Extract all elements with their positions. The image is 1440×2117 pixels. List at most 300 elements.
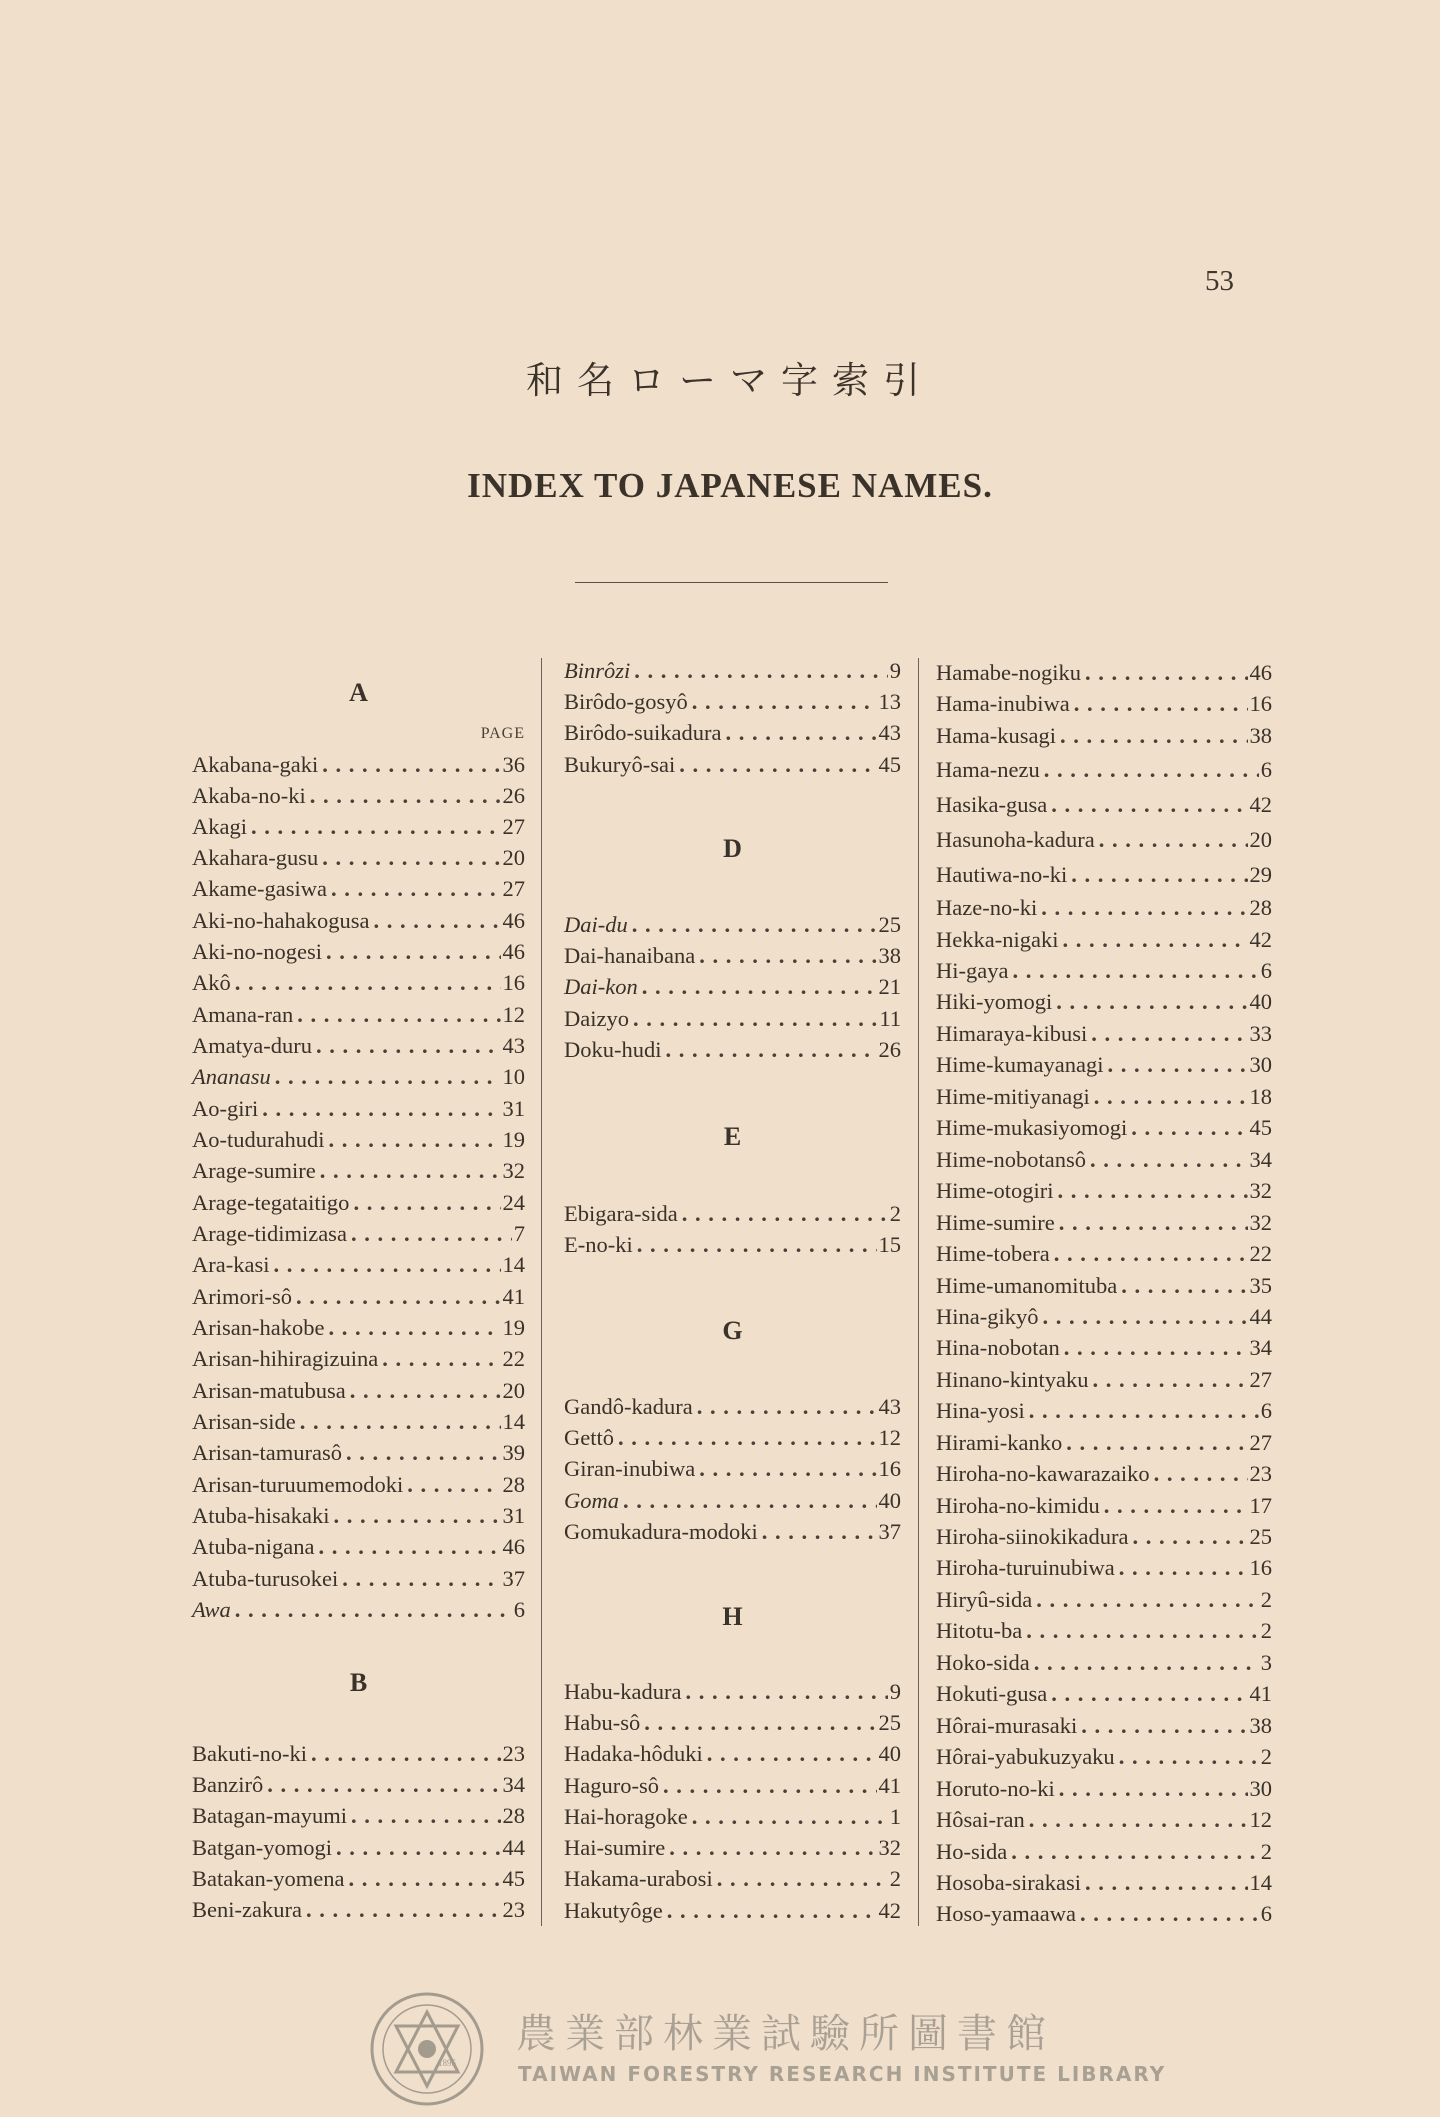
japanese-title: 和名ローマ字索引 [526,359,934,402]
entry-page: 28 [502,1472,525,1497]
entry-page: 6 [1260,1398,1272,1423]
index-entry [936,1239,1272,1269]
section-letter-d: D [723,834,742,863]
leader-dots [1091,1019,1247,1049]
index-entry [564,1896,901,1926]
entry-page: 14 [502,1409,525,1434]
leader-dots [1107,1050,1247,1080]
leader-dots [1051,790,1247,820]
index-entry [192,1250,525,1280]
entry-name: Batagan-mayumi [192,1803,347,1828]
entry-name: Hama-nezu [936,757,1040,782]
entry-name: Arisan-tamurasô [192,1440,342,1465]
entry-page: 16 [1249,691,1272,716]
entry-page: 40 [878,1741,901,1766]
index-entry [936,1899,1272,1929]
leader-dots [1054,1239,1248,1269]
index-entry [564,1517,901,1547]
leader-dots [663,1771,877,1801]
entry-name: Hokuti-gusa [936,1681,1048,1706]
entry-page: 6 [513,1597,525,1622]
entry-name: Himaraya-kibusi [936,1021,1088,1046]
leader-dots [1034,1648,1259,1678]
entry-name: Arage-tegataitigo [192,1190,350,1215]
leader-dots [633,1004,877,1034]
entry-name: Hekka-nigaki [936,927,1059,952]
entry-name: Hinano-kintyaku [936,1367,1089,1392]
index-entry [936,721,1272,751]
index-entry [564,972,901,1002]
entry-page: 30 [1249,1052,1272,1077]
index-entry [936,1553,1272,1583]
entry-name: Birôdo-suikadura [564,720,722,745]
leader-dots [311,1739,501,1769]
entry-name: Hasika-gusa [936,792,1048,817]
leader-dots [336,1833,501,1863]
index-entry [192,1739,525,1769]
entry-name: Aki-no-hahakogusa [192,908,370,933]
entry-name: Hina-yosi [936,1398,1025,1423]
entry-name: Hina-gikyô [936,1304,1039,1329]
index-entry [564,656,901,686]
entry-name: Hime-tobera [936,1241,1050,1266]
leader-dots [699,941,876,971]
index-entry [936,1491,1272,1521]
leader-dots [320,1156,501,1186]
leader-dots [322,843,500,873]
entry-name: Hosoba-sirakasi [936,1870,1081,1895]
entry-page: 38 [1249,1713,1272,1738]
entry-page: 45 [878,752,901,777]
leader-dots [1154,1459,1248,1489]
entry-page: 27 [502,876,525,901]
entry-page: 22 [502,1346,525,1371]
entry-name: Hime-mukasiyomogi [936,1115,1128,1140]
entry-page: 31 [502,1096,525,1121]
entry-page: 28 [1249,895,1272,920]
index-entry [192,1564,525,1594]
index-entry [936,689,1272,719]
entry-name: Daizyo [564,1006,629,1031]
column-rule-left [541,658,542,1926]
entry-name: Akahara-gusu [192,845,319,870]
leader-dots [669,1833,876,1863]
entry-name: Dai-kon [564,974,638,999]
entry-name: Arisan-matubusa [192,1378,346,1403]
entry-name: Hiroha-no-kawarazaiko [936,1461,1150,1486]
entry-page: 26 [878,1037,901,1062]
entry-page: 25 [1249,1524,1272,1549]
leader-dots [618,1423,877,1453]
index-entry [936,956,1272,986]
index-entry [192,1313,525,1343]
entry-name: Hai-horagoke [564,1804,688,1829]
index-entry [936,1868,1272,1898]
entry-page: 2 [1260,1587,1272,1612]
index-entry [936,1019,1272,1049]
index-entry [192,1376,525,1406]
entry-page: 30 [1249,1776,1272,1801]
leader-dots [1066,1428,1247,1458]
entry-page: 11 [879,1006,901,1031]
entry-page: 38 [1249,723,1272,748]
entry-name: Akagi [192,814,247,839]
leader-dots [1062,925,1247,955]
entry-page: 46 [1249,660,1272,685]
index-entry [192,1125,525,1155]
entry-page: 13 [878,689,901,714]
entry-name: E-no-ki [564,1232,633,1257]
index-entry [192,1501,525,1531]
index-entry [564,1035,901,1065]
entry-name: Arage-sumire [192,1158,316,1183]
leader-dots [1132,1522,1247,1552]
leader-dots [692,687,877,717]
index-entry [564,1771,901,1801]
index-entry [936,1774,1272,1804]
leader-dots [316,1031,501,1061]
entry-name: Dai-hanaibana [564,943,696,968]
entry-page: 31 [502,1503,525,1528]
entry-page: 29 [1249,862,1272,887]
leader-dots [642,972,877,1002]
entry-page: 43 [502,1033,525,1058]
index-entry [936,825,1272,855]
entry-name: Arisan-hihiragizuina [192,1346,379,1371]
entry-page: 33 [1249,1021,1272,1046]
leader-dots [1036,1585,1259,1615]
leader-dots [1011,1837,1259,1867]
entry-name: Akabana-gaki [192,752,319,777]
entry-page: 32 [502,1158,525,1183]
entry-page: 2 [889,1866,901,1891]
entry-page: 19 [502,1315,525,1340]
index-entry [192,906,525,936]
entry-page: 23 [1249,1461,1272,1486]
entry-name: Ebigara-sida [564,1201,678,1226]
index-entry [564,1423,901,1453]
leader-dots [333,1501,500,1531]
entry-name: Hoko-sida [936,1650,1030,1675]
entry-page: 6 [1260,1901,1272,1926]
entry-name: Ara-kasi [192,1252,270,1277]
entry-page: 20 [502,1378,525,1403]
entry-page: 3 [1260,1650,1272,1675]
entry-name: Atuba-hisakaki [192,1503,330,1528]
leader-dots [707,1739,877,1769]
english-title: INDEX TO JAPANESE NAMES. [467,466,993,505]
index-entry [936,1679,1272,1709]
index-entry [192,874,525,904]
entry-page: 46 [502,1534,525,1559]
entry-page: 2 [1260,1744,1272,1769]
leader-dots [1041,893,1247,923]
entry-name: Ananasu [192,1064,271,1089]
index-entry [564,1199,901,1229]
leader-dots [697,1392,877,1422]
entry-page: 15 [878,1232,901,1257]
leader-dots [1092,1365,1247,1395]
index-entry [564,1833,901,1863]
leader-dots [1029,1805,1248,1835]
entry-page: 37 [878,1519,901,1544]
entry-page: 27 [1249,1367,1272,1392]
library-watermark [368,1990,1167,2108]
leader-dots [1099,825,1248,855]
entry-name: Hasunoha-kadura [936,827,1095,852]
entry-name: Hime-umanomituba [936,1273,1118,1298]
leader-dots [679,750,876,780]
leader-dots [251,812,501,842]
entry-page: 34 [1249,1335,1272,1360]
leader-dots [1085,1868,1248,1898]
entry-name: Hime-mitiyanagi [936,1084,1090,1109]
index-entry [936,860,1272,890]
index-entry [192,1282,525,1312]
index-entry [192,1833,525,1863]
index-entry [936,1396,1272,1426]
leader-dots [275,1062,501,1092]
index-entry [192,1407,525,1437]
entry-name: Hina-nobotan [936,1335,1060,1360]
leader-dots [1121,1271,1247,1301]
entry-name: Atuba-turusokei [192,1566,339,1591]
entry-name: Hiroha-turuinubiwa [936,1555,1115,1580]
index-entry [192,1344,525,1374]
index-entry [192,1219,525,1249]
index-entry [192,1595,525,1625]
entry-page: 35 [1249,1273,1272,1298]
index-entry [564,1677,901,1707]
index-entry [564,910,901,940]
entry-name: Giran-inubiwa [564,1456,696,1481]
leader-dots [262,1094,500,1124]
entry-page: 34 [1249,1147,1272,1172]
index-entry [192,750,525,780]
entry-page: 27 [1249,1430,1272,1455]
entry-name: Atuba-nigana [192,1534,315,1559]
entry-name: Habu-sô [564,1710,641,1735]
entry-page: 32 [1249,1178,1272,1203]
entry-name: Hama-kusagi [936,723,1056,748]
entry-name: Hi-gaya [936,958,1009,983]
leader-dots [1060,721,1248,751]
index-entry [936,1648,1272,1678]
index-entry [192,1062,525,1092]
library-seal-icon [368,1990,486,2108]
entry-name: Gandô-kadura [564,1394,693,1419]
leader-dots [1080,1899,1259,1929]
entry-name: Hiroha-no-kimidu [936,1493,1100,1518]
index-entry [192,1770,525,1800]
entry-page: 22 [1249,1241,1272,1266]
leader-dots [1090,1145,1248,1175]
leader-dots [682,1199,888,1229]
index-entry [936,1145,1272,1175]
index-entry [936,755,1272,785]
leader-dots [310,781,501,811]
entry-name: Hime-sumire [936,1210,1055,1235]
entry-name: Haguro-sô [564,1773,659,1798]
entry-name: Banzirô [192,1772,264,1797]
leader-dots [235,968,501,998]
entry-page: 26 [502,783,525,808]
entry-page: 42 [1249,927,1272,952]
index-entry [564,1486,901,1516]
entry-name: Akame-gasiwa [192,876,327,901]
index-entry [192,937,525,967]
entry-page: 27 [502,814,525,839]
entry-page: 42 [878,1898,901,1923]
leader-dots [667,1896,877,1926]
entry-name: Arisan-hakobe [192,1315,325,1340]
entry-name: Habu-kadura [564,1679,682,1704]
entry-page: 40 [1249,989,1272,1014]
entry-page: 14 [1249,1870,1272,1895]
entry-name: Hiryû-sida [936,1587,1033,1612]
leader-dots [306,1895,501,1925]
entry-page: 17 [1249,1493,1272,1518]
leader-dots [373,906,500,936]
entry-page: 46 [502,939,525,964]
seal-year: 1895 [438,2058,456,2068]
entry-name: Hime-otogiri [936,1178,1054,1203]
entry-page: 45 [1249,1115,1272,1140]
entry-name: Hakama-urabosi [564,1866,713,1891]
section-letter-h: H [722,1602,743,1631]
index-entry [564,1708,901,1738]
leader-dots [267,1770,500,1800]
index-entry [564,1802,901,1832]
entry-name: Hiki-yomogi [936,989,1053,1014]
entry-page: 23 [502,1897,525,1922]
leader-dots [235,1595,512,1625]
index-entry [936,1742,1272,1772]
leader-dots [350,1376,501,1406]
index-entry [192,1000,525,1030]
entry-name: Hime-nobotansô [936,1147,1086,1172]
entry-name: Hime-kumayanagi [936,1052,1104,1077]
entry-page: 20 [1249,827,1272,852]
entry-name: Haze-no-ki [936,895,1038,920]
leader-dots [346,1438,501,1468]
index-entry [936,1428,1272,1458]
index-entry [936,1113,1272,1143]
entry-page: 16 [1249,1555,1272,1580]
leader-dots [273,1250,500,1280]
entry-name: Hôsai-ran [936,1807,1025,1832]
leader-dots [318,1532,500,1562]
index-entry [936,1082,1272,1112]
index-entry [564,1739,901,1769]
entry-name: Ao-giri [192,1096,259,1121]
entry-name: Amatya-duru [192,1033,312,1058]
index-entry [192,781,525,811]
entry-name: Hakutyôge [564,1898,663,1923]
entry-page: 2 [1260,1839,1272,1864]
section-letter-a: A [349,678,368,707]
index-entry [936,790,1272,820]
entry-name: Hirami-kanko [936,1430,1063,1455]
leader-dots [1064,1333,1248,1363]
leader-dots [1026,1616,1259,1646]
index-entry [936,1616,1272,1646]
leader-dots [762,1517,877,1547]
entry-name: Goma [564,1488,619,1513]
leader-dots [328,1125,500,1155]
entry-name: Bakuti-no-ki [192,1741,307,1766]
page-column-header: PAGE [480,725,525,742]
leader-dots [1104,1491,1248,1521]
leader-dots [1056,987,1247,1017]
leader-dots [1131,1113,1247,1143]
entry-name: Akaba-no-ki [192,783,306,808]
leader-dots [1029,1396,1259,1426]
column-rule-right [918,658,919,1926]
leader-dots [644,1708,876,1738]
index-entry [564,941,901,971]
entry-name: Arisan-turuumemodoki [192,1472,404,1497]
entry-name: Beni-zakura [192,1897,302,1922]
entry-page: 9 [889,658,901,683]
index-entry [936,1805,1272,1835]
index-entry [564,750,901,780]
entry-page: 20 [502,845,525,870]
entry-name: Doku-hudi [564,1037,662,1062]
entry-page: 12 [1249,1807,1272,1832]
entry-name: Ao-tudurahudi [192,1127,325,1152]
entry-page: 34 [502,1772,525,1797]
index-entry [936,1365,1272,1395]
entry-name: Dai-du [564,912,628,937]
entry-name: Arage-tidimizasa [192,1221,347,1246]
leader-dots [300,1407,501,1437]
entry-name: Hai-sumire [564,1835,666,1860]
leader-dots [1071,860,1247,890]
entry-page: 2 [889,1201,901,1226]
index-entry [936,1333,1272,1363]
entry-name: Hoso-yamaawa [936,1901,1076,1926]
leader-dots [1059,1208,1248,1238]
library-name-chinese: 農業部林業試驗所圖書館 [516,2011,1055,2057]
leader-dots [342,1564,500,1594]
leader-dots [326,937,501,967]
entry-page: 42 [1249,792,1272,817]
entry-name: Ho-sida [936,1839,1008,1864]
entry-page: 21 [878,974,901,999]
leader-dots [382,1344,500,1374]
leader-dots [353,1188,500,1218]
section-letter-g: G [722,1316,743,1345]
title-rule [575,582,888,583]
leader-dots [634,656,887,686]
index-entry [936,1302,1272,1332]
entry-page: 24 [502,1190,525,1215]
entry-page: 44 [1249,1304,1272,1329]
entry-page: 45 [502,1866,525,1891]
entry-page: 41 [502,1284,525,1309]
leader-dots [699,1454,876,1484]
entry-name: Hautiwa-no-ki [936,862,1068,887]
index-entry [564,1230,901,1260]
leader-dots [685,1677,887,1707]
index-entry [192,812,525,842]
entry-page: 23 [502,1741,525,1766]
entry-page: 28 [502,1803,525,1828]
index-entry [192,843,525,873]
entry-page: 41 [1249,1681,1272,1706]
leader-dots [297,1000,500,1030]
